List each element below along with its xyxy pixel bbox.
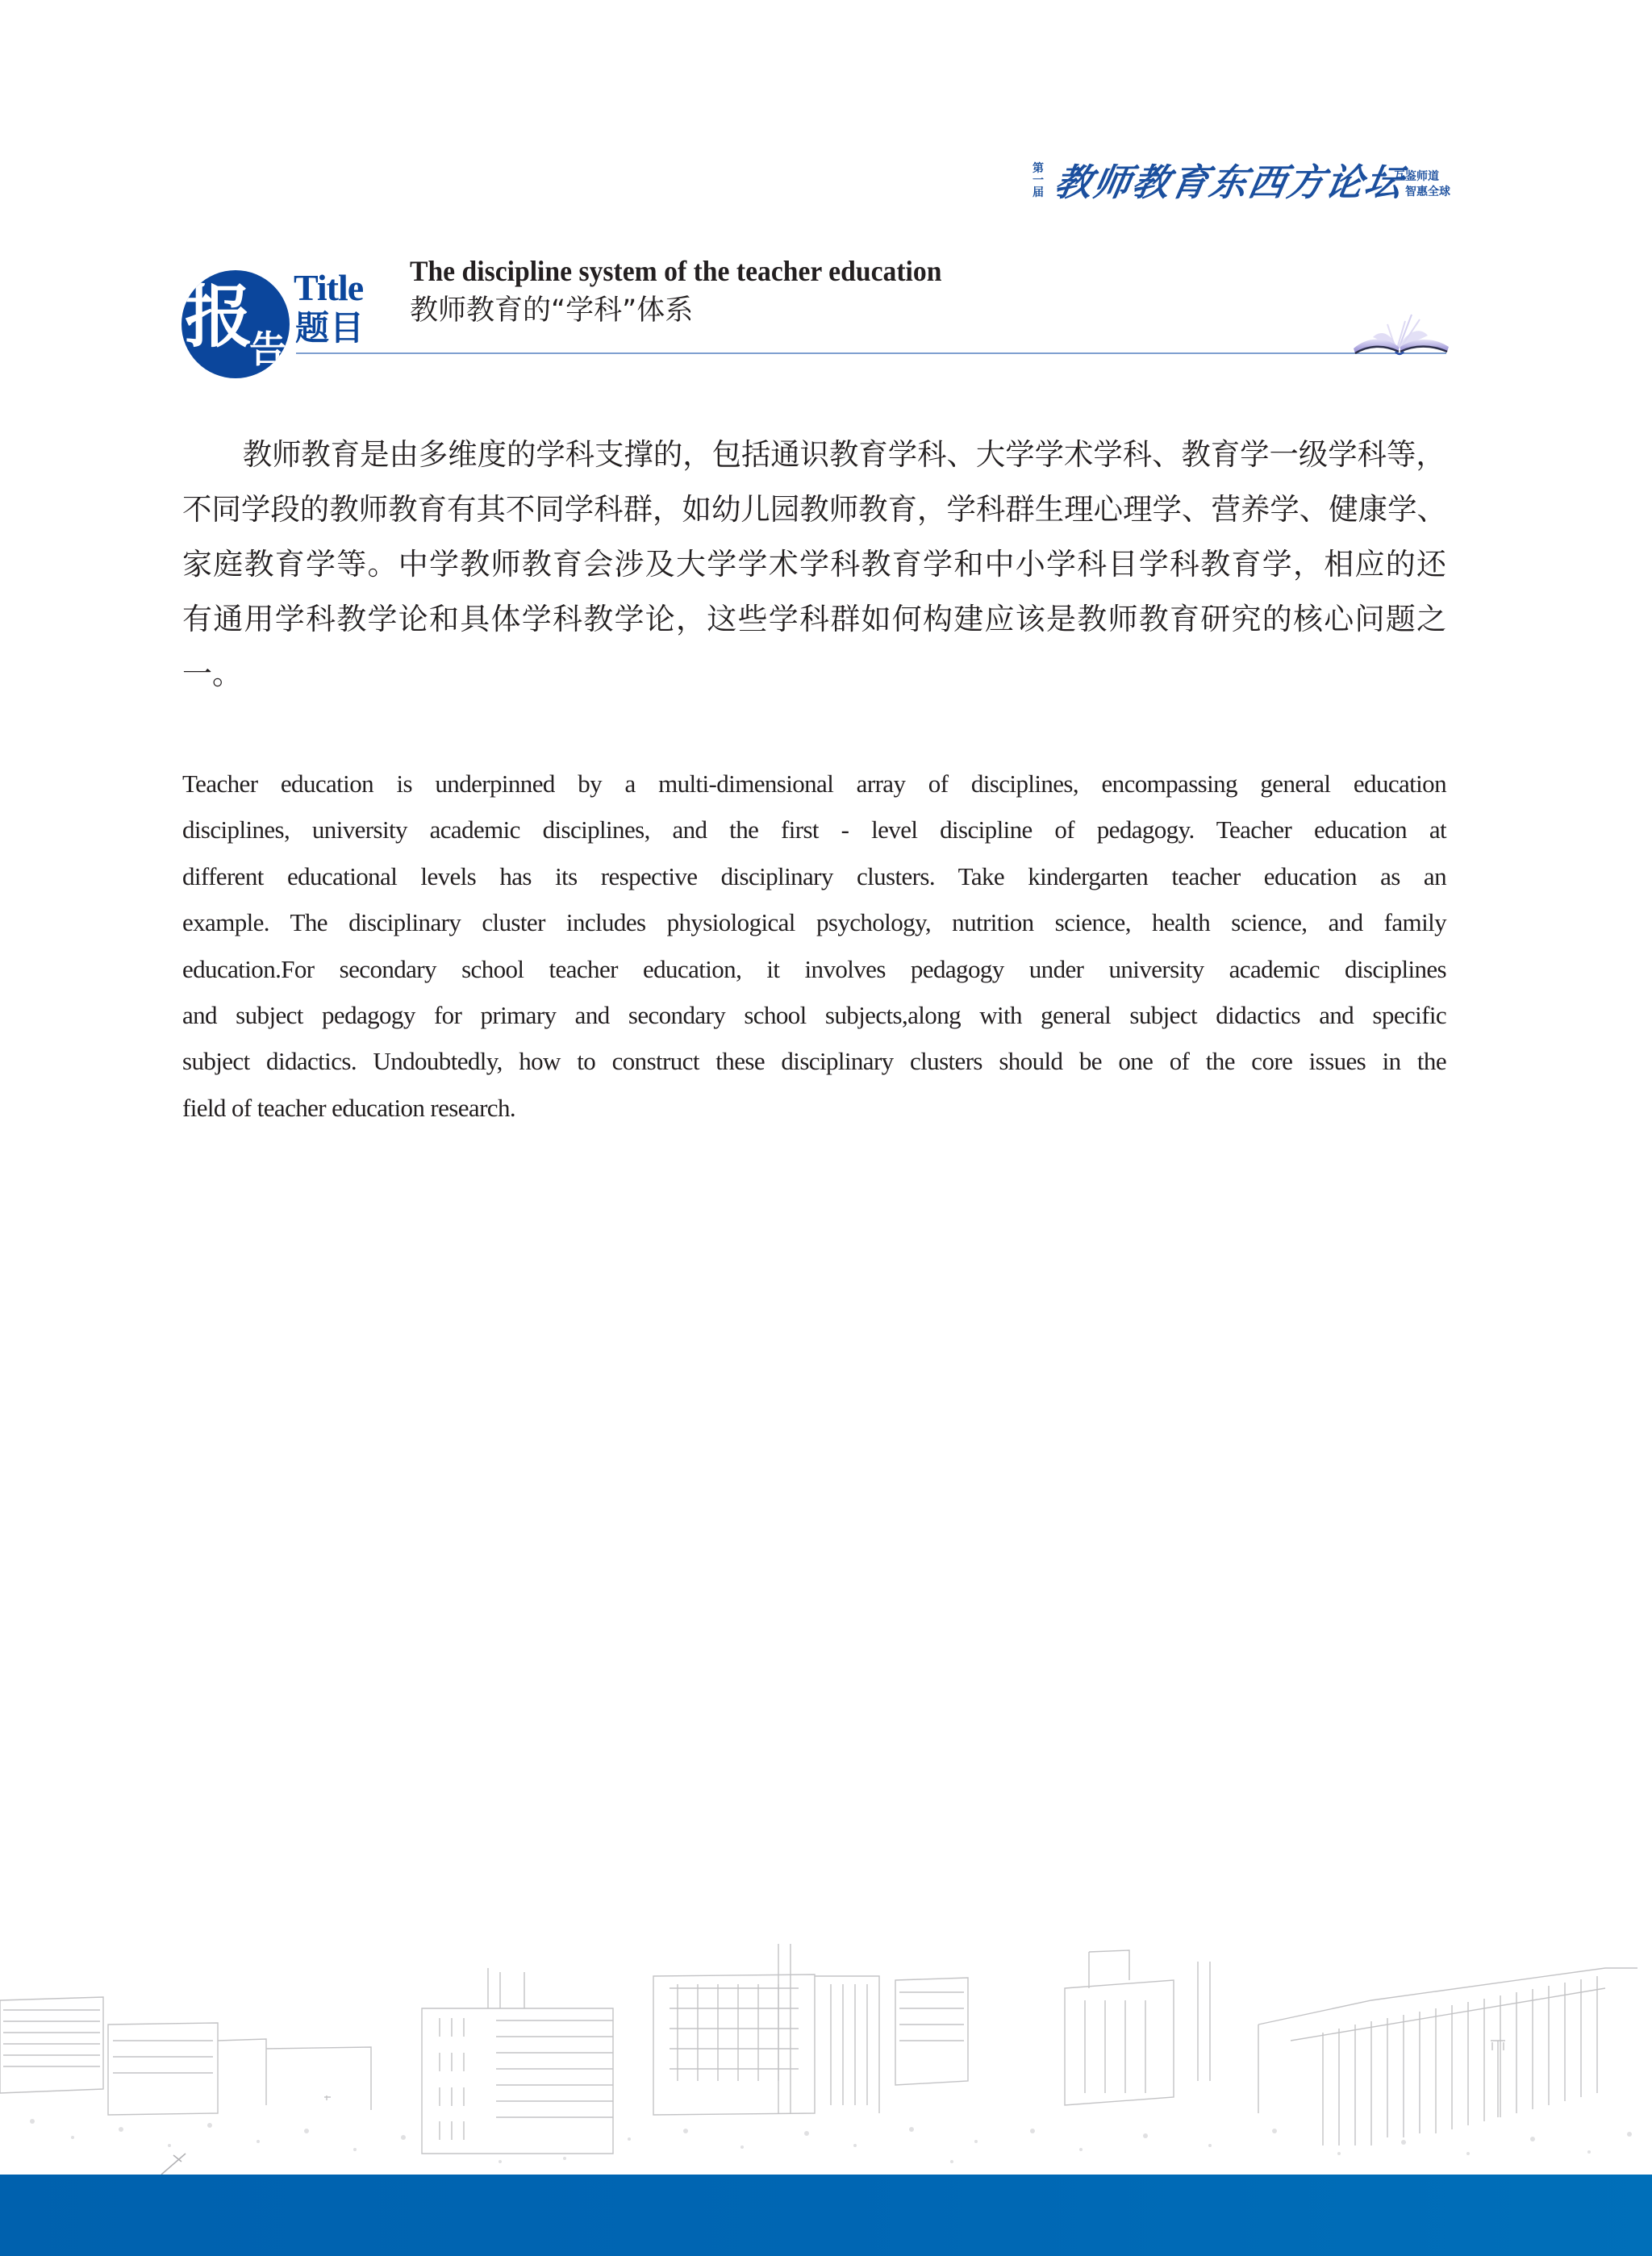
paragraph-line: 不同学段的教师教育有其不同学科群，如幼儿园教师教育，学科群生理心理学、营养学、健康学、 [182, 492, 1446, 527]
paragraph-line: 家庭教育学等。中学教师教育会涉及大学学术学科教育学和中小学科目学科教育学，相应的还 [182, 547, 1446, 582]
badge-label-zh: 题目 [295, 308, 365, 348]
paragraph-line: 教师教育是由多维度的学科支撑的，包括通识教育学科、大学学术学科、教育学一级学科等， [242, 437, 1446, 472]
forum-slogan [1394, 169, 1452, 200]
paragraph-line: and subject pedagogy for primary and secondary school subjects,along with general subject didactics and specific [182, 1000, 1446, 1029]
forum-logo [1031, 158, 1450, 208]
paragraph-line: Teacher education is underpinned by a multi-dimensional array of disciplines, encompassing general education [182, 769, 1446, 798]
paragraph-line: 一。 [182, 657, 242, 691]
report-title-zh: 教师教育的“学科”体系 [410, 294, 694, 327]
paragraph-line: different educational levels has its respective disciplinary clusters. Take kindergarten teacher education as an [182, 861, 1446, 890]
report-title-en: The discipline system of the teacher education [410, 255, 942, 287]
paragraph-line: disciplines, university academic disciplines, and the first - level discipline of pedagogy. Teacher education at [182, 815, 1446, 844]
edition-char: 届 [1032, 186, 1044, 199]
report-badge-circle [181, 270, 290, 378]
campus-skyline-illustration [0, 1920, 1652, 2175]
body-paragraph-en [182, 761, 1446, 1131]
paragraph-line: education.For secondary school teacher education, it involves pedagogy under university academic disciplines [182, 954, 1446, 983]
badge-char-report: 报 [185, 277, 253, 357]
paragraph-line: 有通用学科教学论和具体学科教学论，这些学科群如何构建应该是教师教育研究的核心问题之 [182, 602, 1446, 636]
body-paragraph-zh [182, 427, 1446, 702]
forum-name-calligraphy: 教师教育东西方论坛 [1051, 161, 1408, 204]
title-divider [296, 352, 1446, 354]
slogan-line-1: 互鉴师道 [1394, 170, 1439, 183]
forum-edition-label [1031, 163, 1045, 199]
badge-label-en: Title [294, 267, 364, 308]
footer-band [0, 2175, 1652, 2256]
slogan-line-2: 智惠全球 [1405, 186, 1450, 198]
open-book-icon [1349, 306, 1454, 357]
skyline-sketch [0, 1920, 1652, 2175]
paragraph-line: subject didactics. Undoubtedly, how to construct these disciplinary clusters should be one of the core issues in the [182, 1047, 1446, 1076]
paragraph-line: field of teacher education research. [182, 1093, 516, 1122]
open-book-icon-graphic [1349, 306, 1454, 357]
paragraph-line: example. The disciplinary cluster includes physiological psychology, nutrition science, health science, and family [182, 908, 1446, 937]
edition-char: 一 [1032, 174, 1044, 187]
badge-char-report-small: 告 [249, 327, 286, 371]
edition-char: 第 [1032, 162, 1044, 175]
